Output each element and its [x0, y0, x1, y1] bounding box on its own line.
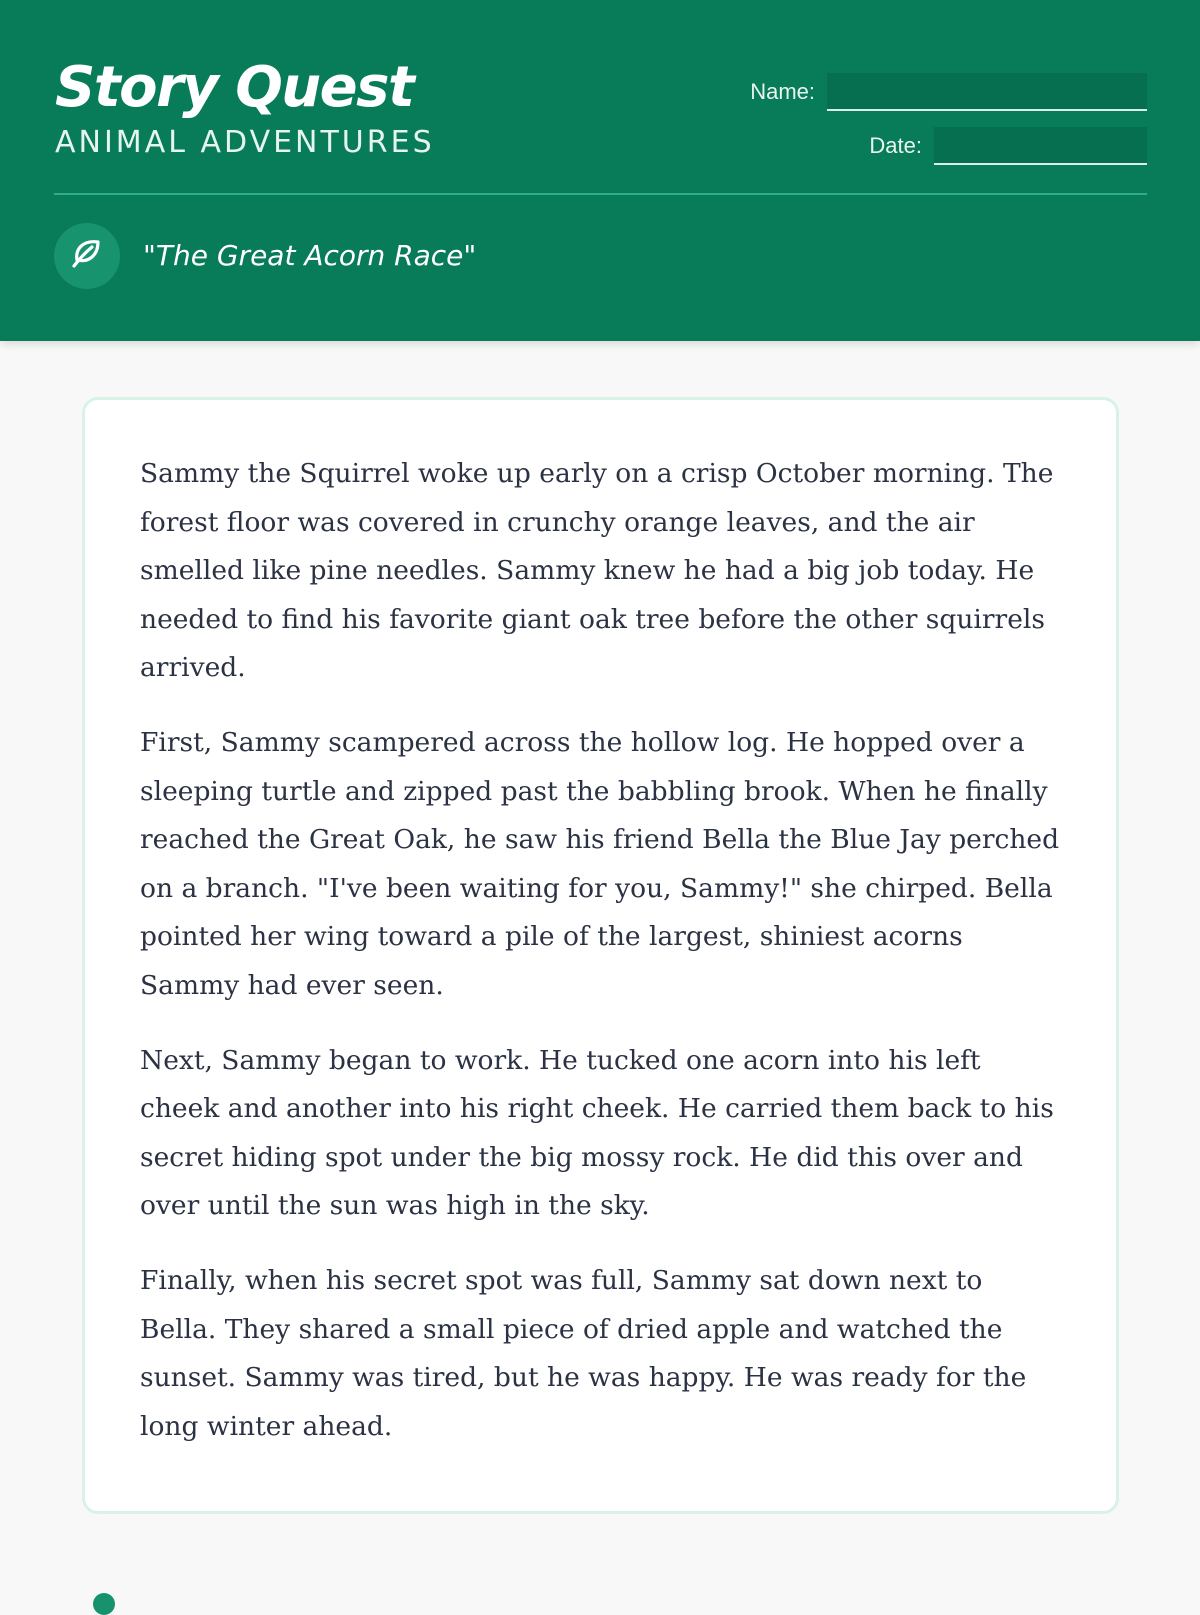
brand-title: Story Quest — [55, 55, 414, 120]
story-badge — [54, 223, 120, 289]
story-card — [82, 397, 1119, 1514]
name-input[interactable] — [827, 73, 1147, 111]
story-paragraph: Sammy the Squirrel woke up early on a crisp October morning. The forest floor was covered in crunchy orange leaves, and the air smelled like pine needles. Sammy knew he had a big job today. He needed to find his favorite giant oak tree before the other squirrels arrived. — [140, 458, 1054, 684]
story-paragraph: First, Sammy scampered across the hollow log. He hopped over a sleeping turtle and zipped past the babbling brook. When he finally reached the Great Oak, he saw his friend Bella the Blue Jay perched on a branch. "I've been waiting for you, Sammy!" she chirped. Bella pointed her wing toward a pile of the largest, shiniest acorns Sammy had ever seen. — [140, 726, 1060, 1001]
header-divider — [54, 193, 1147, 195]
brand-subtitle: ANIMAL ADVENTURES — [55, 125, 435, 160]
date-input[interactable] — [934, 127, 1147, 165]
date-field-row — [869, 127, 1147, 165]
story-paragraph: Finally, when his secret spot was full, Sammy sat down next to Bella. They shared a small piece of dried apple and watched the sunset. Sammy was tired, but he was happy. He was ready for the long winter ahead. — [140, 1264, 1027, 1442]
name-field-row — [750, 73, 1147, 111]
story-paragraph: Next, Sammy began to work. He tucked one acorn into his left cheek and another into his right cheek. He carried them back to his secret hiding spot under the big mossy rock. He did this over and over until the sun was high in the sky. — [140, 1044, 1054, 1222]
date-label: Date: — [869, 133, 922, 158]
story-title: "The Great Acorn Race" — [143, 239, 477, 272]
section-marker-dot — [93, 1593, 115, 1615]
name-label: Name: — [750, 79, 815, 104]
leaf-icon — [68, 235, 106, 277]
worksheet-header — [0, 0, 1200, 341]
